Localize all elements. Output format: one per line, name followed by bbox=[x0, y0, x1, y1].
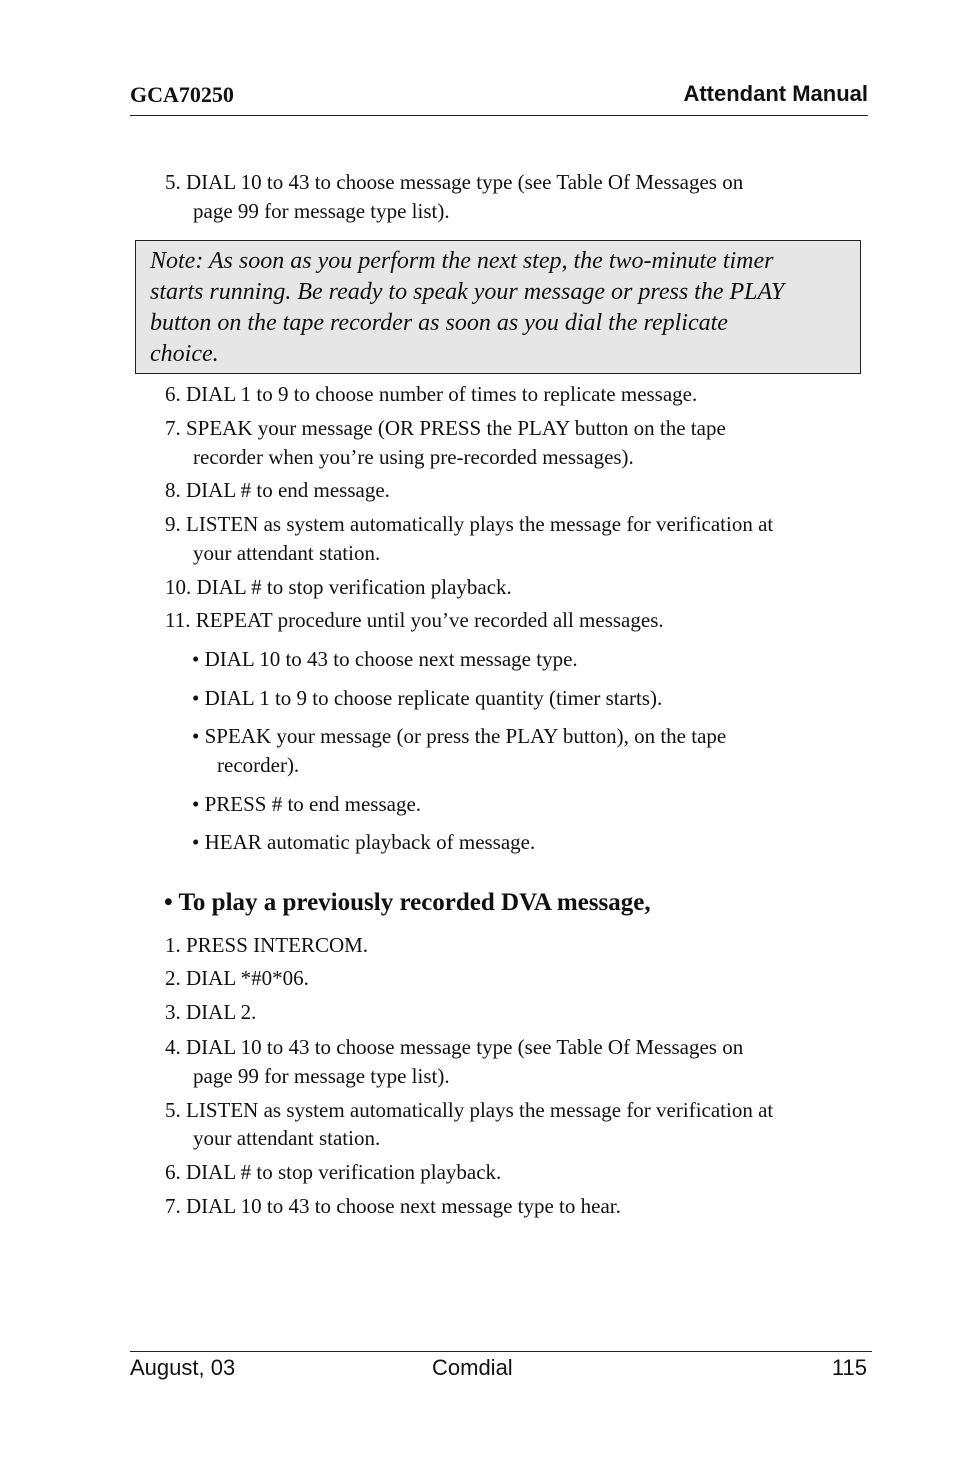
play-step-2: 2. DIAL *#0*06. bbox=[165, 966, 309, 990]
repeat-bullet-4: • PRESS # to end message. bbox=[192, 792, 422, 816]
record-step-9-line-1: 9. LISTEN as system automatically plays the message for verification at bbox=[165, 512, 774, 536]
record-step-11: 11. REPEAT procedure until you’ve recorded all messages. bbox=[165, 608, 664, 632]
play-step-3: 3. DIAL 2. bbox=[165, 1000, 257, 1024]
page-number: 115 bbox=[831, 1355, 867, 1380]
record-step-7-line-1: 7. SPEAK your message (OR PRESS the PLAY button on the tape bbox=[165, 416, 726, 440]
repeat-bullet-2: • DIAL 1 to 9 to choose replicate quantity (timer starts). bbox=[192, 686, 663, 710]
note-line-3: button on the tape recorder as soon as you dial the replicate bbox=[150, 310, 728, 336]
record-step-7-line-2: recorder when you’re using pre-recorded messages). bbox=[193, 445, 634, 469]
footer-company: Comdial bbox=[432, 1355, 513, 1380]
record-step-8: 8. DIAL # to end message. bbox=[165, 478, 390, 502]
play-step-5-line-2: your attendant station. bbox=[193, 1126, 381, 1150]
note-line-1: Note: As soon as you perform the next step, the two-minute timer bbox=[150, 248, 774, 274]
play-step-7: 7. DIAL 10 to 43 to choose next message type to hear. bbox=[165, 1194, 621, 1218]
record-step-5-line-1: 5. DIAL 10 to 43 to choose message type (see Table Of Messages on bbox=[165, 170, 744, 194]
play-step-4-line-2: page 99 for message type list). bbox=[193, 1064, 450, 1088]
footer-date: August, 03 bbox=[130, 1355, 236, 1380]
repeat-bullet-1: • DIAL 10 to 43 to choose next message type. bbox=[192, 647, 578, 671]
repeat-bullet-5: • HEAR automatic playback of message. bbox=[192, 830, 536, 854]
note-line-2: starts running. Be ready to speak your message or press the PLAY bbox=[150, 279, 785, 305]
play-section-heading: • To play a previously recorded DVA message, bbox=[164, 889, 651, 916]
record-step-5-line-2: page 99 for message type list). bbox=[193, 199, 450, 223]
repeat-bullet-3-line-2: recorder). bbox=[217, 753, 300, 777]
document-id: GCA70250 bbox=[130, 82, 234, 107]
footer-rule bbox=[130, 1351, 872, 1352]
record-step-9-line-2: your attendant station. bbox=[193, 541, 381, 565]
record-step-10: 10. DIAL # to stop verification playback. bbox=[165, 575, 512, 599]
play-step-6: 6. DIAL # to stop verification playback. bbox=[165, 1160, 502, 1184]
record-step-6: 6. DIAL 1 to 9 to choose number of times to replicate message. bbox=[165, 382, 698, 406]
header-rule bbox=[130, 115, 868, 116]
play-step-5-line-1: 5. LISTEN as system automatically plays the message for verification at bbox=[165, 1098, 774, 1122]
play-step-4-line-1: 4. DIAL 10 to 43 to choose message type (see Table Of Messages on bbox=[165, 1035, 744, 1059]
manual-title: Attendant Manual bbox=[683, 81, 868, 106]
note-box bbox=[135, 240, 861, 374]
repeat-bullet-3-line-1: • SPEAK your message (or press the PLAY button), on the tape bbox=[192, 724, 727, 748]
note-line-4: choice. bbox=[150, 341, 219, 367]
play-step-1: 1. PRESS INTERCOM. bbox=[165, 933, 369, 957]
